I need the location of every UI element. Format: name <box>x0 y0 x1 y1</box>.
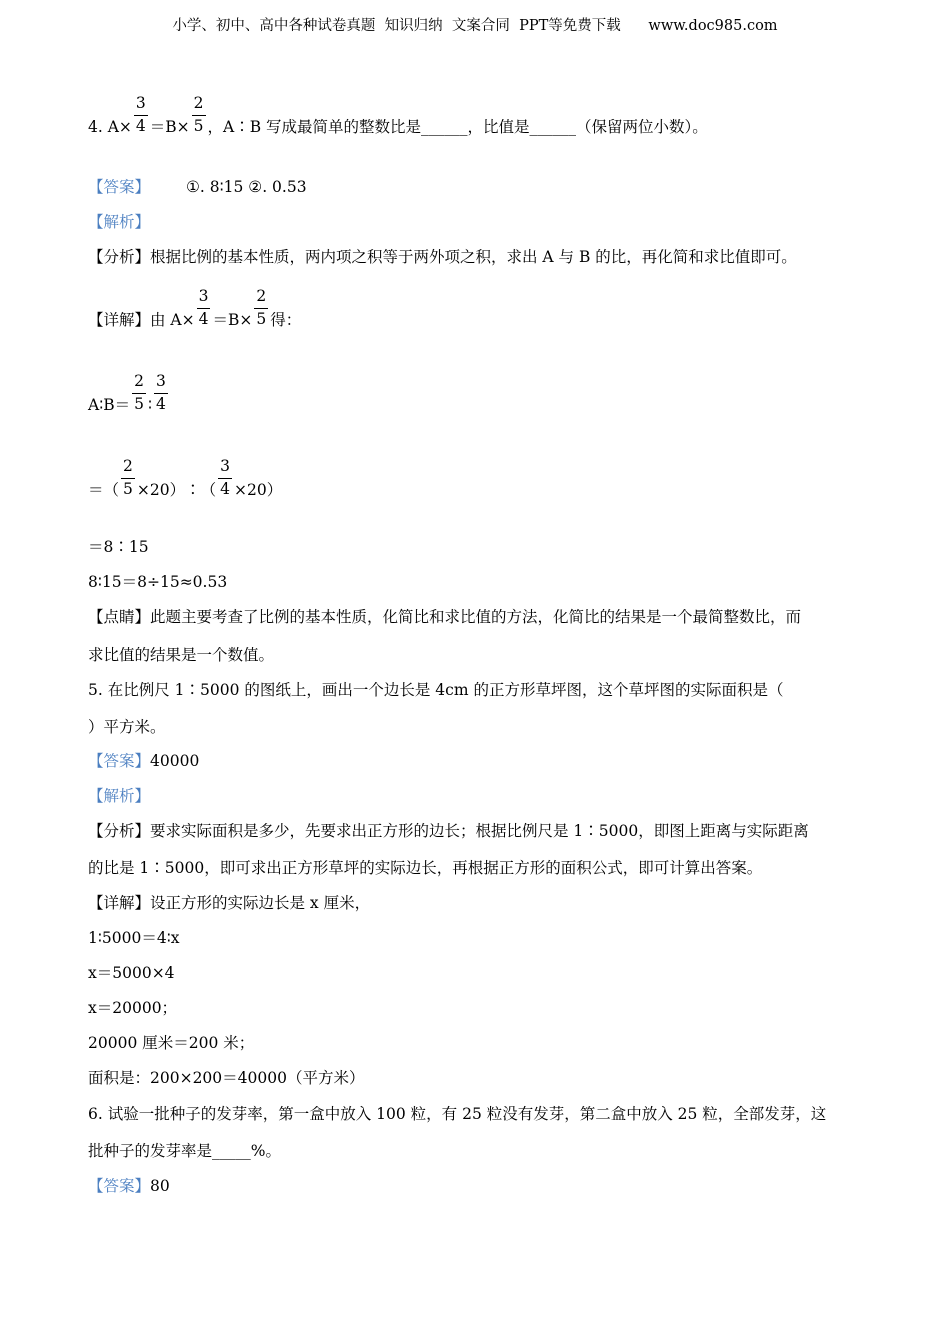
q4-answer <box>88 175 307 197</box>
q5-step2: x＝5000×4 <box>88 964 175 982</box>
fraction-denominator: 4 <box>198 309 209 328</box>
fraction-denominator: 4 <box>220 479 230 498</box>
q5-step1: 1∶5000＝4∶x <box>88 929 180 947</box>
q4-fraction-1 <box>134 94 148 135</box>
fraction-numerator: 2 <box>132 374 146 394</box>
step1-separator: ∶ <box>148 396 153 414</box>
answer-text: 80 <box>150 1177 170 1195</box>
q5-fenxi-line2: 的比是 1∶5000，即可求出正方形草坪的实际边长，再根据正方形的面积公式，即可计算出答案。 <box>88 859 763 877</box>
answer-tag: 【答案】 <box>88 752 151 770</box>
q5-stem-line1: 5. 在比例尺 1∶5000 的图纸上，画出一个边长是 4cm 的正方形草坪图，这个草坪图的实际面积是（ <box>88 681 784 699</box>
q4-detail <box>88 287 302 337</box>
q4-dianjing-line1: 【点睛】此题主要考查了比例的基本性质，化简比和求比值的方法，化简比的结果是一个最简整数比，而 <box>88 608 802 626</box>
fraction-numerator: 2 <box>121 459 135 479</box>
detail-suffix: 得： <box>270 311 302 329</box>
q4-step1 <box>88 372 170 422</box>
q6-stem-line1: 6. 试验一批种子的发芽率，第一盒中放入 100 粒，有 25 粒没有发芽，第二盒中放入 25 粒，全部发芽，这 <box>88 1105 827 1123</box>
step1-fraction-1 <box>132 372 146 413</box>
q4-prefix: 4. A× <box>88 118 132 136</box>
q4-mid: ＝B× <box>149 118 190 136</box>
fraction-denominator: 5 <box>193 116 204 135</box>
fraction-denominator: 5 <box>123 479 133 498</box>
fraction-numerator: 3 <box>134 96 148 116</box>
answer-tag: 【答案】 <box>88 1177 151 1195</box>
q5-step4: 20000 厘米＝200 米； <box>88 1034 255 1052</box>
q6-answer <box>88 1174 170 1196</box>
q5-step5: 面积是：200×200＝40000（平方米） <box>88 1069 365 1087</box>
step1-prefix: A∶B＝ <box>88 396 131 414</box>
fraction-numerator: 3 <box>218 459 232 479</box>
step1-fraction-2 <box>154 372 168 413</box>
step2-fraction-2 <box>218 457 232 498</box>
q5-answer <box>88 749 199 771</box>
step2-fraction-1 <box>121 457 135 498</box>
fraction-denominator: 5 <box>256 309 267 328</box>
q5-stem-line2: ）平方米。 <box>88 718 166 736</box>
answer-text: 40000 <box>150 752 200 770</box>
fraction-numerator: 2 <box>192 96 206 116</box>
page-header: 小学、初中、高中各种试卷真题 知识归纳 文案合同 PPT等免费下载 www.doc985.com <box>172 18 778 34</box>
q4-fenxi: 【分析】根据比例的基本性质，两内项之积等于两外项之积，求出 A 与 B 的比，再化简和求比值即可。 <box>88 248 797 266</box>
fraction-denominator: 4 <box>135 116 146 135</box>
q4-step4: 8∶15＝8÷15≈0.53 <box>88 573 228 591</box>
answer-text: ①. 8∶15 ②. 0.53 <box>186 178 307 196</box>
fraction-numerator: 2 <box>254 289 268 309</box>
fraction-denominator: 5 <box>134 394 144 413</box>
detail-mid: ＝B× <box>212 311 253 329</box>
detail-fraction-1 <box>197 287 211 328</box>
q4-stem <box>88 94 708 144</box>
q4-fraction-2 <box>192 94 206 135</box>
q5-detail: 【详解】设正方形的实际边长是 x 厘米， <box>88 894 371 912</box>
fraction-numerator: 3 <box>154 374 168 394</box>
fraction-numerator: 3 <box>197 289 211 309</box>
q4-dianjing-line2: 求比值的结果是一个数值。 <box>88 646 275 664</box>
q5-step3: x＝20000； <box>88 999 178 1017</box>
q5-analysis-tag: 【解析】 <box>88 787 151 805</box>
q4-step3: ＝8∶15 <box>88 538 149 556</box>
answer-tag: 【答案】 <box>88 178 151 196</box>
step2-suffix: ×20） <box>233 481 283 499</box>
q4-step2 <box>88 457 283 507</box>
fraction-denominator: 4 <box>156 394 166 413</box>
q4-suffix: ，A∶B 写成最简单的整数比是______，比值是______（保留两位小数）。 <box>207 118 708 136</box>
step2-prefix: ＝（ <box>88 481 120 499</box>
detail-fraction-2 <box>254 287 268 328</box>
q5-fenxi-line1: 【分析】要求实际面积是多少，先要求出正方形的边长；根据比例尺是 1∶5000，即图上距离与实际距离 <box>88 822 809 840</box>
step2-mid: ×20）∶（ <box>136 481 217 499</box>
q6-stem-line2: 批种子的发芽率是_____%。 <box>88 1142 281 1160</box>
detail-prefix: 【详解】由 A× <box>88 311 195 329</box>
q4-analysis-tag: 【解析】 <box>88 213 151 231</box>
